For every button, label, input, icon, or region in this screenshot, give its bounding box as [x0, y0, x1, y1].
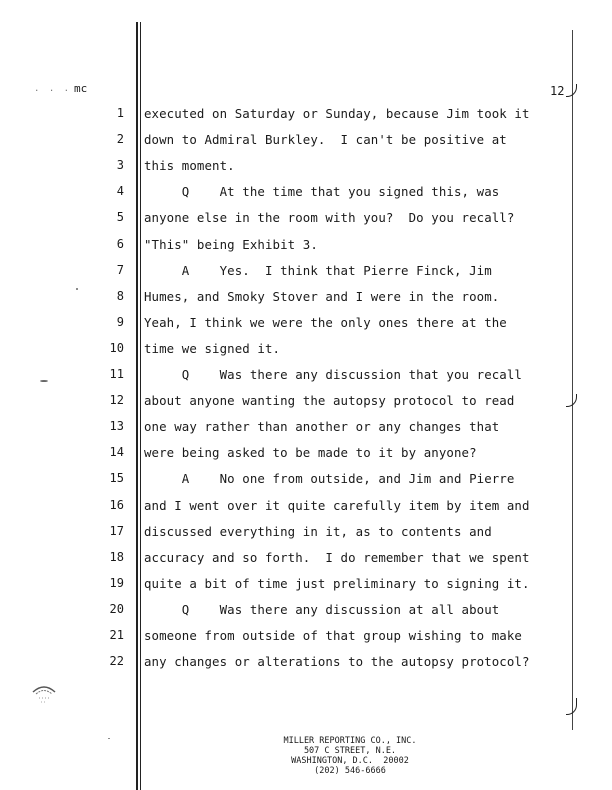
transcript-line: one way rather than another or any changes that [144, 419, 500, 434]
margin-bracket-mark [566, 394, 577, 407]
transcript-line: Q At the time that you signed this, was [144, 184, 500, 199]
line-number: 3 [116, 158, 124, 172]
line-number: 22 [109, 654, 124, 668]
transcript-line: executed on Saturday or Sunday, because Jim took it [144, 106, 530, 121]
margin-bracket-mark [566, 698, 577, 715]
line-number: 13 [109, 419, 124, 433]
transcript-line: someone from outside of that group wishing to make [144, 628, 522, 643]
line-number: 10 [109, 341, 124, 355]
scan-speck [40, 380, 48, 382]
transcript-line: quite a bit of time just preliminary to signing it. [144, 576, 530, 591]
stamp-smudge-icon [30, 682, 58, 704]
transcript-line: A No one from outside, and Jim and Pierre [144, 471, 515, 486]
transcript-line: A Yes. I think that Pierre Finck, Jim [144, 263, 492, 278]
line-number: 1 [116, 106, 124, 120]
margin-dots: . . . [34, 84, 72, 94]
line-number: 4 [116, 184, 124, 198]
transcript-line: and I went over it quite carefully item by item and [144, 498, 530, 513]
footer-street: 507 C STREET, N.E. [303, 746, 397, 756]
line-number: 9 [116, 315, 124, 329]
page-number: 12 [550, 84, 565, 98]
line-number: 19 [109, 576, 124, 590]
reporter-initials: mc [74, 82, 88, 95]
line-number: 15 [109, 471, 124, 485]
transcript-line: discussed everything in it, as to contents and [144, 524, 492, 539]
transcript-line: anyone else in the room with you? Do you recall? [144, 210, 515, 225]
transcript-line: about anyone wanting the autopsy protocol to read [144, 393, 515, 408]
transcript-line: this moment. [144, 158, 235, 173]
line-number: 7 [116, 263, 124, 277]
line-number: 17 [109, 524, 124, 538]
transcript-line: accuracy and so forth. I do remember that we spent [144, 550, 530, 565]
transcript-line: Q Was there any discussion at all about [144, 602, 500, 617]
line-number: 20 [109, 602, 124, 616]
transcript-line: any changes or alterations to the autopsy protocol? [144, 654, 530, 669]
left-margin-rule [136, 22, 138, 790]
left-margin-rule-inner [140, 22, 141, 790]
transcript-line: time we signed it. [144, 341, 281, 356]
line-number: 5 [116, 210, 124, 224]
line-number: 18 [109, 550, 124, 564]
footer-phone: (202) 546-6666 [314, 766, 386, 776]
line-number: 6 [116, 237, 124, 251]
footer-company: MILLER REPORTING CO., INC. [283, 736, 417, 746]
footer-city: WASHINGTON, D.C. 20002 [291, 756, 409, 766]
line-number: 8 [116, 289, 124, 303]
line-number: 11 [109, 367, 124, 381]
line-number: 14 [109, 445, 124, 459]
transcript-line: down to Admiral Burkley. I can't be positive at [144, 132, 507, 147]
transcript-line: were being asked to be made to it by anyone? [144, 445, 477, 460]
transcript-line: "This" being Exhibit 3. [144, 237, 318, 252]
transcript-line: Q Was there any discussion that you recall [144, 367, 522, 382]
line-number: 2 [116, 132, 124, 146]
scan-speck [108, 738, 110, 739]
transcript-line: Yeah, I think we were the only ones there at the [144, 315, 507, 330]
scan-speck [76, 288, 78, 290]
reporter-footer [240, 736, 460, 776]
line-number: 21 [109, 628, 124, 642]
line-number: 12 [109, 393, 124, 407]
right-margin-rule [572, 30, 573, 730]
margin-bracket-mark [566, 84, 577, 97]
line-number: 16 [109, 498, 124, 512]
transcript-line: Humes, and Smoky Stover and I were in the room. [144, 289, 500, 304]
